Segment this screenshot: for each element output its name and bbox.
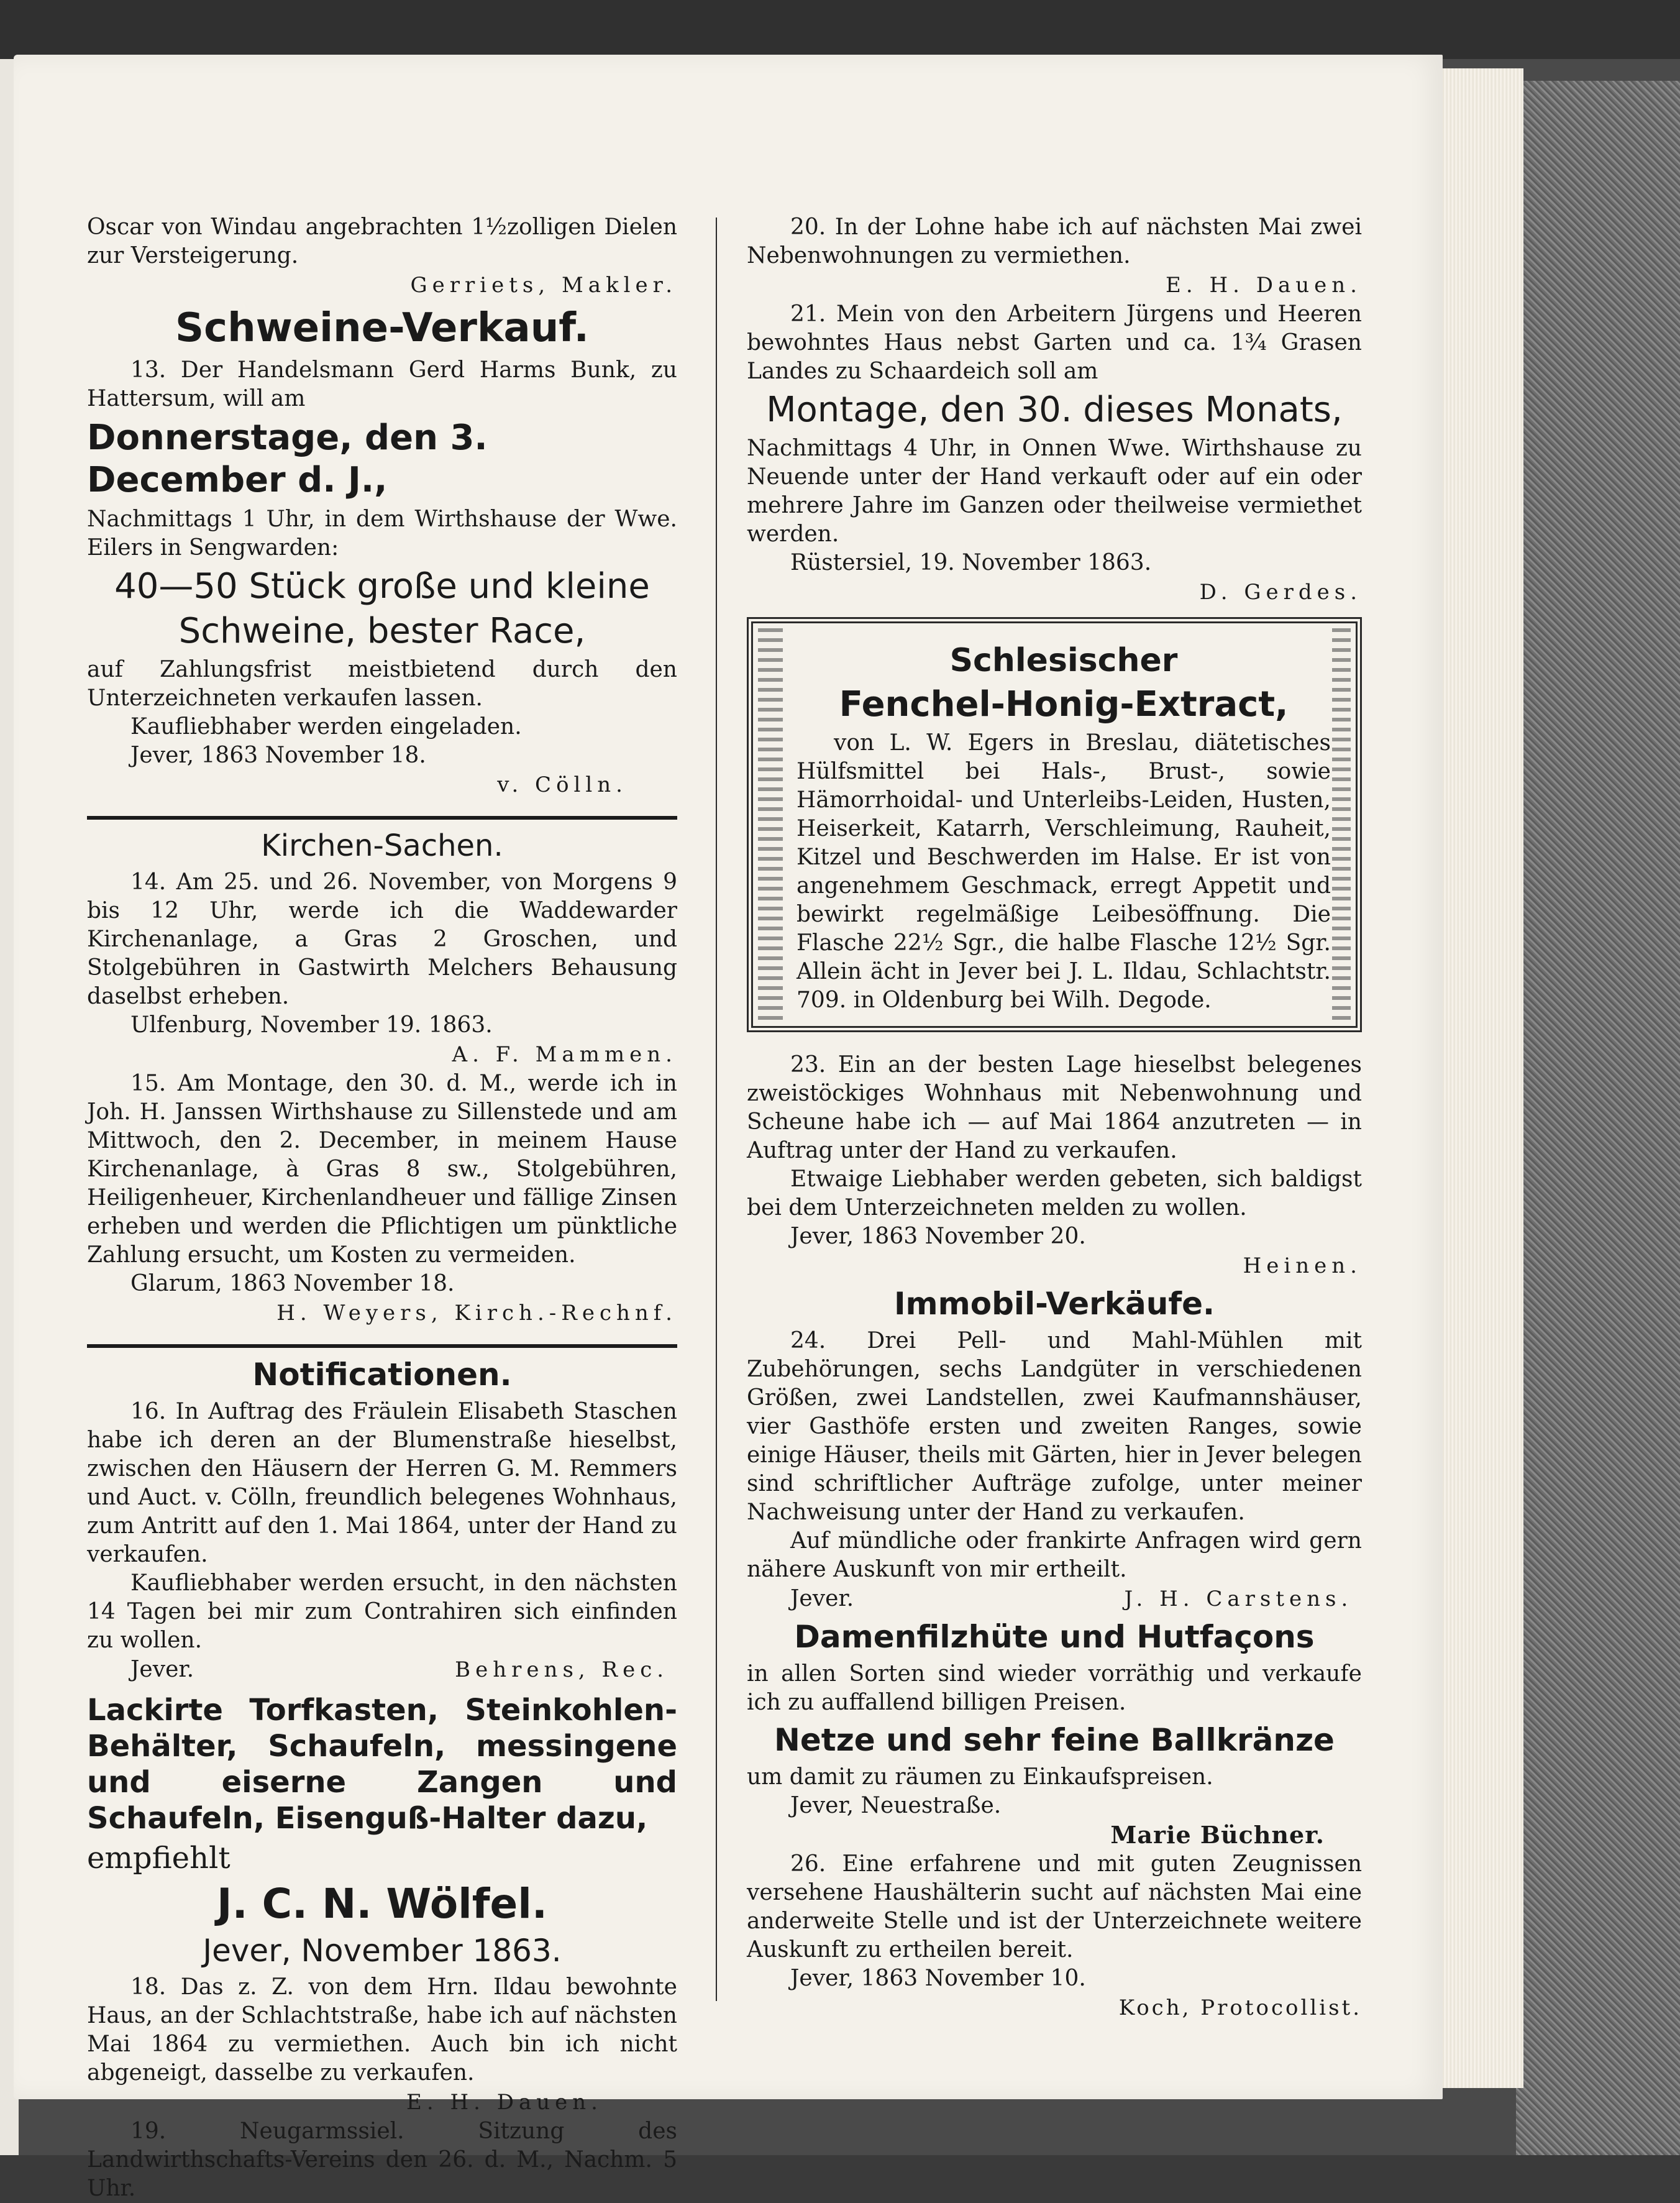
advert-fenchel-body: von L. W. Egers in Breslau, diätetisches Hülfsmittel bei Hals-, Brust-, sowie Hämorrhoidal- und Unterleibs-Leiden, Husten, Heiserkeit, Katarrh, Verschleimung, Rauheit, Kitzel und Beschwerden im Halse. Er ist von angenehmem Geschmack, erregt Appetit und bewirkt regelmäßige Leibesöffnung. Die Flasche 22½ Sgr., die halbe Flasche 12½ Sgr. Allein ächt in Jever bei J. L. Ildau, Schlachtstr. 709. in Oldenburg bei Wilh. Degode. <box>797 730 1331 1013</box>
advert-nets-place: Jever, Neuestraße. <box>790 1793 1002 1818</box>
notice-24-text: 24. Drei Pell- und Mahl-Mühlen mit Zubehörungen, sechs Landgüter in verschiedenen Größen, zwei Landstellen, zwei Kaufmannshäuser, vier Gasthöfe ersten und zweiten Ranges, sowie einige Häuser, theils mit Gärten, hier in Jever belegen sind schriftlicher Aufträge zufolge, unter meiner Nachweisung unter der Hand zu verkaufen. <box>747 1328 1362 1525</box>
right-column <box>747 213 1362 2023</box>
advert-fenchel-honig-box <box>747 617 1362 1032</box>
notice-23-request: Etwaige Liebhaber werden gebeten, sich baldigst bei dem Unterzeichneten melden zu wollen. <box>747 1166 1362 1221</box>
notice-23-text: 23. Ein an der besten Lage hieselbst belegenes zweistöckiges Wohnhaus mit Nebenwohnung und Scheune habe ich — auf Mai 1864 anzutreten — in Auftrag unter der Hand zu verkaufen. <box>747 1052 1362 1163</box>
section-rule <box>87 816 677 820</box>
section-title-immobil: Immobil-Verkäufe. <box>893 1286 1215 1322</box>
intro-text: Oscar von Windau angebrachten 1½zolligen Dielen zur Versteigerung. <box>87 214 677 268</box>
notice-13-signature: v. Cölln. <box>497 772 628 797</box>
advert-nets-title: Netze und sehr feine Ballkränze <box>774 1722 1335 1758</box>
notice-16-request: Kaufliebhaber werden ersucht, in den nächsten 14 Tagen bei mir zum Contrahiren sich einfinden zu wollen. <box>87 1570 677 1653</box>
notice-26-text: 26. Eine erfahrene und mit guten Zeugnissen versehene Haushälterin sucht auf nächsten Mai eine anderweite Stelle und ist der Unterzeichnete weitere Auskunft zu ertheilen bereit. <box>747 1851 1362 1963</box>
advert-hats-title: Damenfilzhüte und Hutfaçons <box>794 1619 1315 1655</box>
advert-woelfel-goods: Lackirte Torfkasten, Steinkohlen-Behälter, Schaufeln, messingene und eiserne Zangen und Schaufeln, Eisenguß-Halter dazu, <box>87 1693 677 1836</box>
page-stack-edge <box>1429 68 1523 2088</box>
notice-16-text: 16. In Auftrag des Fräulein Elisabeth Staschen habe ich deren an der Blumenstraße hieselbst, zwischen den Häusern der Herren G. M. Remmers und Auct. v. Cölln, freundlich belegenes Wohnhaus, zum Antritt auf den 1. Mai 1864, unter der Hand zu verkaufen. <box>87 1399 677 1567</box>
section-title-notificationen: Notificationen. <box>252 1357 512 1393</box>
advert-nets-signature: Marie Büchner. <box>1110 1821 1325 1849</box>
notice-13-item-2: Schweine, bester Race, <box>178 611 586 651</box>
advert-woelfel-name: J. C. N. Wölfel. <box>217 1880 547 1928</box>
section-title-kirchen: Kirchen-Sachen. <box>261 828 503 863</box>
notice-18-signature: E. H. Dauen. <box>406 2090 603 2115</box>
notice-15-text: 15. Am Montage, den 30. d. M., werde ich in Joh. H. Janssen Wirthshause zu Sillenstede und am Mittwoch, den 2. December, in meinem Hause Kirchenanlage, à Gras 8 sw., Stolgebühren, Heiligenheuer, Kirchenlandheuer und fällige Zinsen erheben und werden die Pflichtigen um pünktliche Zahlung ersucht, um Kosten zu vermeiden. <box>87 1071 677 1268</box>
notice-18-text: 18. Das z. Z. von dem Hrn. Ildau bewohnte Haus, an der Schlachtstraße, habe ich auf nächsten Mai 1864 zu vermiethen. Auch bin ich nicht abgeneigt, dasselbe zu verkaufen. <box>87 1974 677 2086</box>
notice-26-place: Jever, 1863 November 10. <box>790 1966 1086 1991</box>
notice-16-signature: Behrens, Rec. <box>455 1657 669 1682</box>
notice-14-signature: A. F. Mammen. <box>452 1042 677 1067</box>
notice-19-text: 19. Neugarmssiel. Sitzung des Landwirthschafts-Vereins den 26. d. M., Nachm. 5 Uhr. <box>87 2118 677 2201</box>
notice-26-signature: Koch, Protocollist. <box>1118 1995 1362 2020</box>
notice-14-text: 14. Am 25. und 26. November, von Morgens 9 bis 12 Uhr, werde ich die Waddewarder Kirchenanlage, a Gras 2 Groschen, und Stolgebühren in Gastwirth Melchers Behausung daselbst erheben. <box>87 869 677 1009</box>
notice-21-text: 21. Mein von den Arbeitern Jürgens und Heeren bewohntes Haus nebst Garten und ca. 1¾ Grasen Landes zu Schaardeich soll am <box>747 301 1362 384</box>
notice-24-place: Jever. <box>790 1586 854 1611</box>
notice-13-date: Donnerstage, den 3. December d. J., <box>87 418 488 500</box>
notice-16-place: Jever. <box>130 1657 194 1682</box>
notice-13-terms: auf Zahlungsfrist meistbietend durch den Unterzeichneten verkaufen lassen. <box>87 657 677 711</box>
notice-23-place: Jever, 1863 November 20. <box>790 1224 1086 1249</box>
advert-hats-text: in allen Sorten sind wieder vorräthig und verkaufe ich zu auffallend billigen Preisen. <box>747 1661 1362 1715</box>
advert-woelfel-recommends: empfiehlt <box>87 1841 231 1876</box>
scanner-top-edge <box>0 0 1680 59</box>
notice-13-invite: Kaufliebhaber werden eingeladen. <box>130 714 522 740</box>
section-title-schweine: Schweine-Verkauf. <box>175 305 589 351</box>
newspaper-page <box>14 55 1443 2201</box>
notice-14-place: Ulfenburg, November 19. 1863. <box>130 1012 493 1038</box>
notice-23-signature: Heinen. <box>1243 1253 1362 1278</box>
notice-20-text: 20. In der Lohne habe ich auf nächsten Mai zwei Nebenwohnungen zu vermiethen. <box>747 214 1362 268</box>
advert-fenchel-title-2: Fenchel-Honig-Extract, <box>839 684 1289 725</box>
notice-15-place: Glarum, 1863 November 18. <box>130 1271 455 1296</box>
notice-13-item-1: 40—50 Stück große und kleine <box>114 566 650 607</box>
notice-13-place: Jever, 1863 November 18. <box>130 743 426 768</box>
intro-signature: Gerriets, Makler. <box>410 273 677 298</box>
notice-24-signature: J. H. Carstens. <box>1124 1587 1353 1611</box>
section-rule <box>87 1344 677 1348</box>
notice-13-location: Nachmittags 1 Uhr, in dem Wirthshause der Wwe. Eilers in Sengwarden: <box>87 506 677 561</box>
notice-13-text: 13. Der Handelsmann Gerd Harms Bunk, zu Hattersum, will am <box>87 357 677 411</box>
notice-21-details: Nachmittags 4 Uhr, in Onnen Wwe. Wirthshause zu Neuende unter der Hand verkauft oder auf ein oder mehrere Jahre im Ganzen oder theilweise vermiethet werden. <box>747 436 1362 547</box>
notice-21-place: Rüstersiel, 19. November 1863. <box>790 550 1152 575</box>
notice-15-signature: H. Weyers, Kirch.-Rechnf. <box>276 1301 677 1326</box>
advert-woelfel-place: Jever, November 1863. <box>203 1933 562 1969</box>
column-divider <box>716 218 717 2001</box>
book-cover-edge <box>1516 81 1680 2155</box>
notice-21-date: Montage, den 30. dieses Monats, <box>766 390 1343 430</box>
left-column <box>87 213 677 2203</box>
notice-24-request: Auf mündliche oder frankirte Anfragen wird gern nähere Auskunft von mir ertheilt. <box>747 1528 1362 1582</box>
notice-20-signature: E. H. Dauen. <box>1166 273 1362 298</box>
advert-fenchel-title-1: Schlesischer <box>949 642 1178 679</box>
notice-21-signature: D. Gerdes. <box>1199 580 1362 605</box>
advert-nets-text: um damit zu räumen zu Einkaufspreisen. <box>747 1764 1213 1790</box>
